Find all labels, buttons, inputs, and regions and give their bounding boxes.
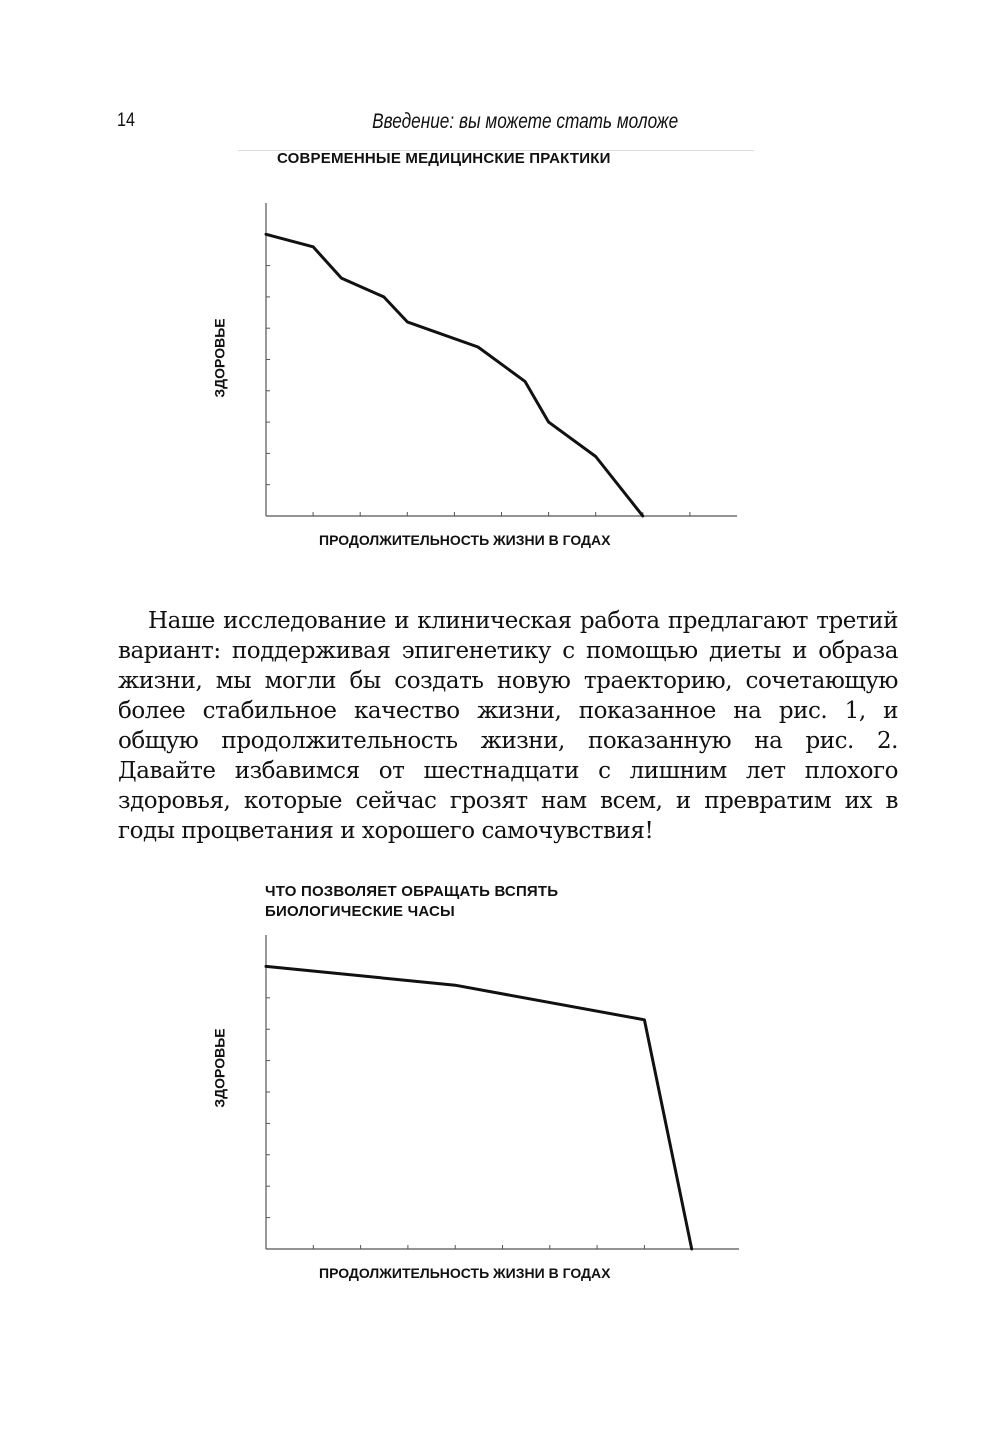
body-paragraph: Наше исследование и клиническая работа предлагают третий вариант: поддерживая эпигенетику с помощью диеты и образа жизни, мы могли бы создать новую траекторию, сочетающую более стабильное качество жизни, показанное на рис. 1, и общую продолжительность жизни, показанную на рис. 2. Давайте избавимся от шестнадцати с лишним лет плохого здоровья, которые сейчас грозят нам всем, и превратим их в годы процветания и хорошего самочувствия! — [118, 608, 898, 844]
chart-1-title: СОВРЕМЕННЫЕ МЕДИЦИНСКИЕ ПРАКТИКИ — [277, 150, 611, 167]
chart-2-xlabel: ПРОДОЛЖИТЕЛЬНОСТЬ ЖИЗНИ В ГОДАХ — [319, 1265, 611, 1281]
page-number: 14 — [117, 110, 135, 131]
chart-2-ylabel: ЗДОРОВЬЕ — [211, 1028, 228, 1108]
series-line-health — [266, 966, 692, 1249]
running-title: Введение: вы можете стать моложе — [371, 110, 678, 133]
chart-1-ylabel: ЗДОРОВЬЕ — [211, 318, 228, 398]
chart-1-xlabel: ПРОДОЛЖИТЕЛЬНОСТЬ ЖИЗНИ В ГОДАХ — [319, 532, 611, 548]
chart-2-title-line-1: ЧТО ПОЗВОЛЯЕТ ОБРАЩАТЬ ВСПЯТЬ — [265, 883, 559, 900]
chart-2-title-line-2: БИОЛОГИЧЕСКИЕ ЧАСЫ — [265, 903, 455, 920]
